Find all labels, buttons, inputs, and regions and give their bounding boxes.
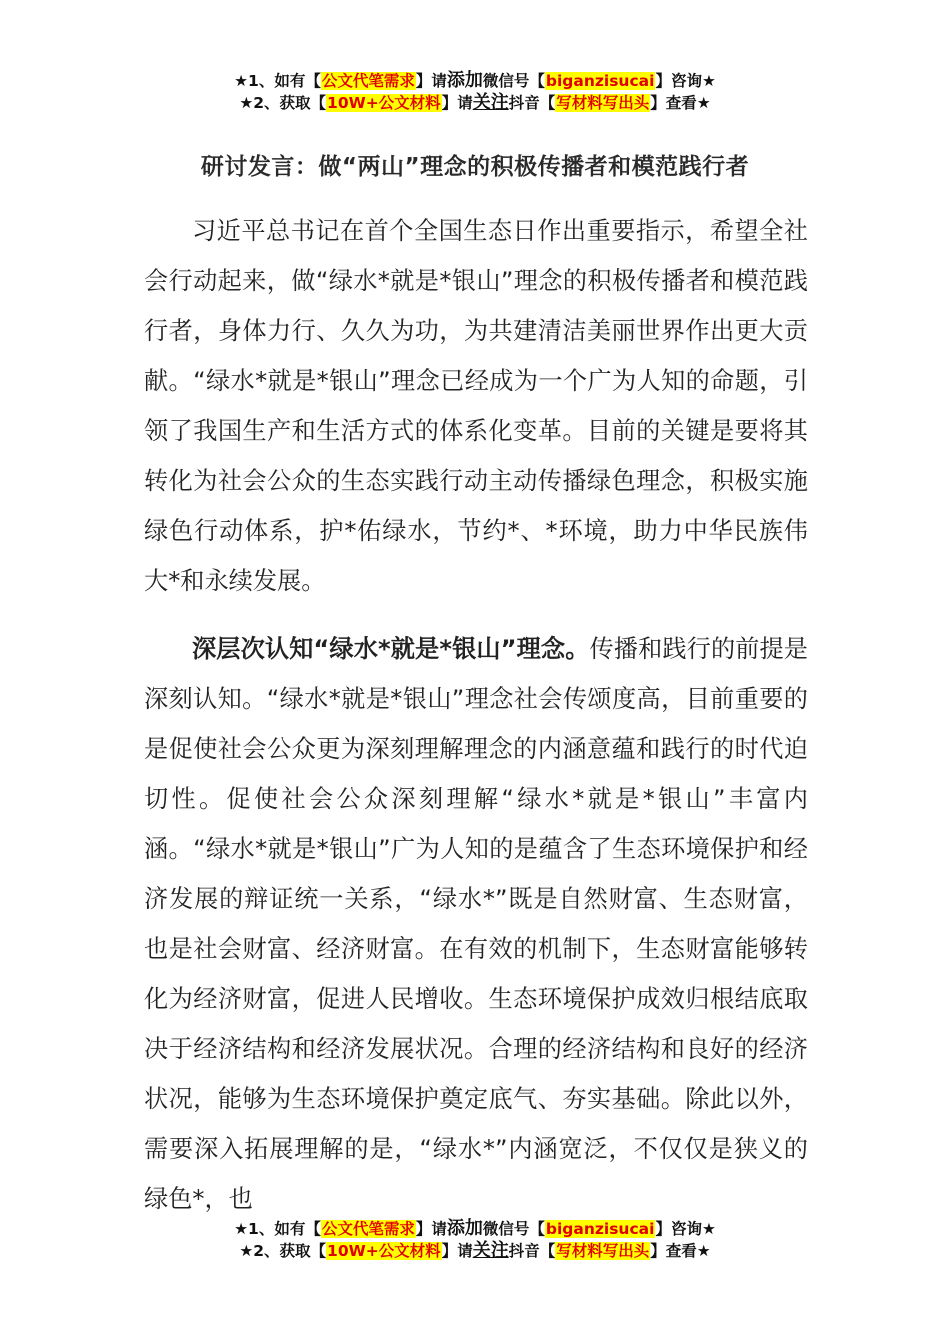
promo-highlight: 10W+公文材料 (327, 94, 441, 112)
promo-line-2 (0, 1240, 950, 1262)
promo-highlight: biganzisucai (545, 72, 655, 90)
promo-line-1 (0, 70, 950, 92)
header-promo (0, 70, 950, 114)
promo-text: ★1、如有【 (234, 72, 321, 90)
promo-text: 微信号【 (482, 1220, 545, 1238)
promo-text: 抖音【 (508, 1242, 556, 1260)
promo-line-2 (0, 92, 950, 114)
paragraph-1: 习近平总书记在首个全国生态日作出重要指示，希望全社会行动起来，做“绿水*就是*银山”理念的积极传播者和模范践行者，身体力行、久久为功，为共建清洁美丽世界作出更大贡献。“绿水*就是*银山”理念已经成为一个广为人知的命题，引领了我国生产和生活方式的体系化变革。目前的关键是要将其转化为社会公众的生态实践行动主动传播绿色理念，积极实施绿色行动体系，护*佑绿水，节约*、*环境，助力中华民族伟大*和永续发展。 (144, 217, 808, 595)
paragraph-2-text: 传播和践行的前提是深刻认知。“绿水*就是*银山”理念社会传颂度高，目前重要的是促使社会公众更为深刻理解理念的内涵意蕴和践行的时代迫切性。促使社会公众深刻理解“绿水*就是*银山”丰富内涵。“绿水*就是*银山”广为人知的是蕴含了生态环境保护和经济发展的辩证统一关系，“绿水*”既是自然财富、生态财富，也是社会财富、经济财富。在有效的机制下，生态财富能够转化为经济财富，促进人民增收。生态环境保护成效归根结底取决于经济结构和经济发展状况。合理的经济结构和良好的经济状况，能够为生态环境保护奠定底气、夯实基础。除此以外，需要深入拓展理解的是，“绿水*”内涵宽泛，不仅仅是狭义的绿色*，也 (144, 635, 808, 1213)
footer-promo (0, 1218, 950, 1262)
promo-highlight: biganzisucai (545, 1220, 655, 1238)
promo-text: 】查看★ (650, 94, 711, 112)
promo-text: 抖音【 (508, 94, 556, 112)
promo-highlight: 公文代笔需求 (321, 1220, 415, 1238)
promo-highlight: 10W+公文材料 (327, 1242, 441, 1260)
paragraph-2-lead: 深层次认知“绿水*就是*银山”理念。 (192, 635, 590, 663)
promo-highlight: 写材料写出头 (556, 94, 650, 112)
promo-highlight: 公文代笔需求 (321, 72, 415, 90)
promo-line-1 (0, 1218, 950, 1240)
promo-text: ★1、如有【 (234, 1220, 321, 1238)
promo-text: 】咨询★ (655, 72, 716, 90)
document-title: 研讨发言：做“两山”理念的积极传播者和模范践行者 (200, 154, 750, 180)
promo-highlight: 写材料写出头 (556, 1242, 650, 1260)
promo-text: 添加 (446, 70, 483, 91)
promo-text: ★2、获取【 (239, 1242, 327, 1260)
promo-text: 】查看★ (650, 1242, 711, 1260)
paragraph-2 (144, 624, 808, 1224)
promo-text: ★2、获取【 (239, 94, 327, 112)
promo-text: 】咨询★ (655, 1220, 716, 1238)
promo-text: 微信号【 (482, 72, 545, 90)
promo-text: 关注 (472, 92, 509, 113)
document-body (144, 206, 808, 1224)
promo-text: 关注 (472, 1240, 509, 1261)
promo-text: 】请 (441, 94, 473, 112)
promo-text: 】请 (415, 72, 447, 90)
promo-text: 】请 (415, 1220, 447, 1238)
promo-text: 】请 (441, 1242, 473, 1260)
promo-text: 添加 (446, 1218, 483, 1239)
